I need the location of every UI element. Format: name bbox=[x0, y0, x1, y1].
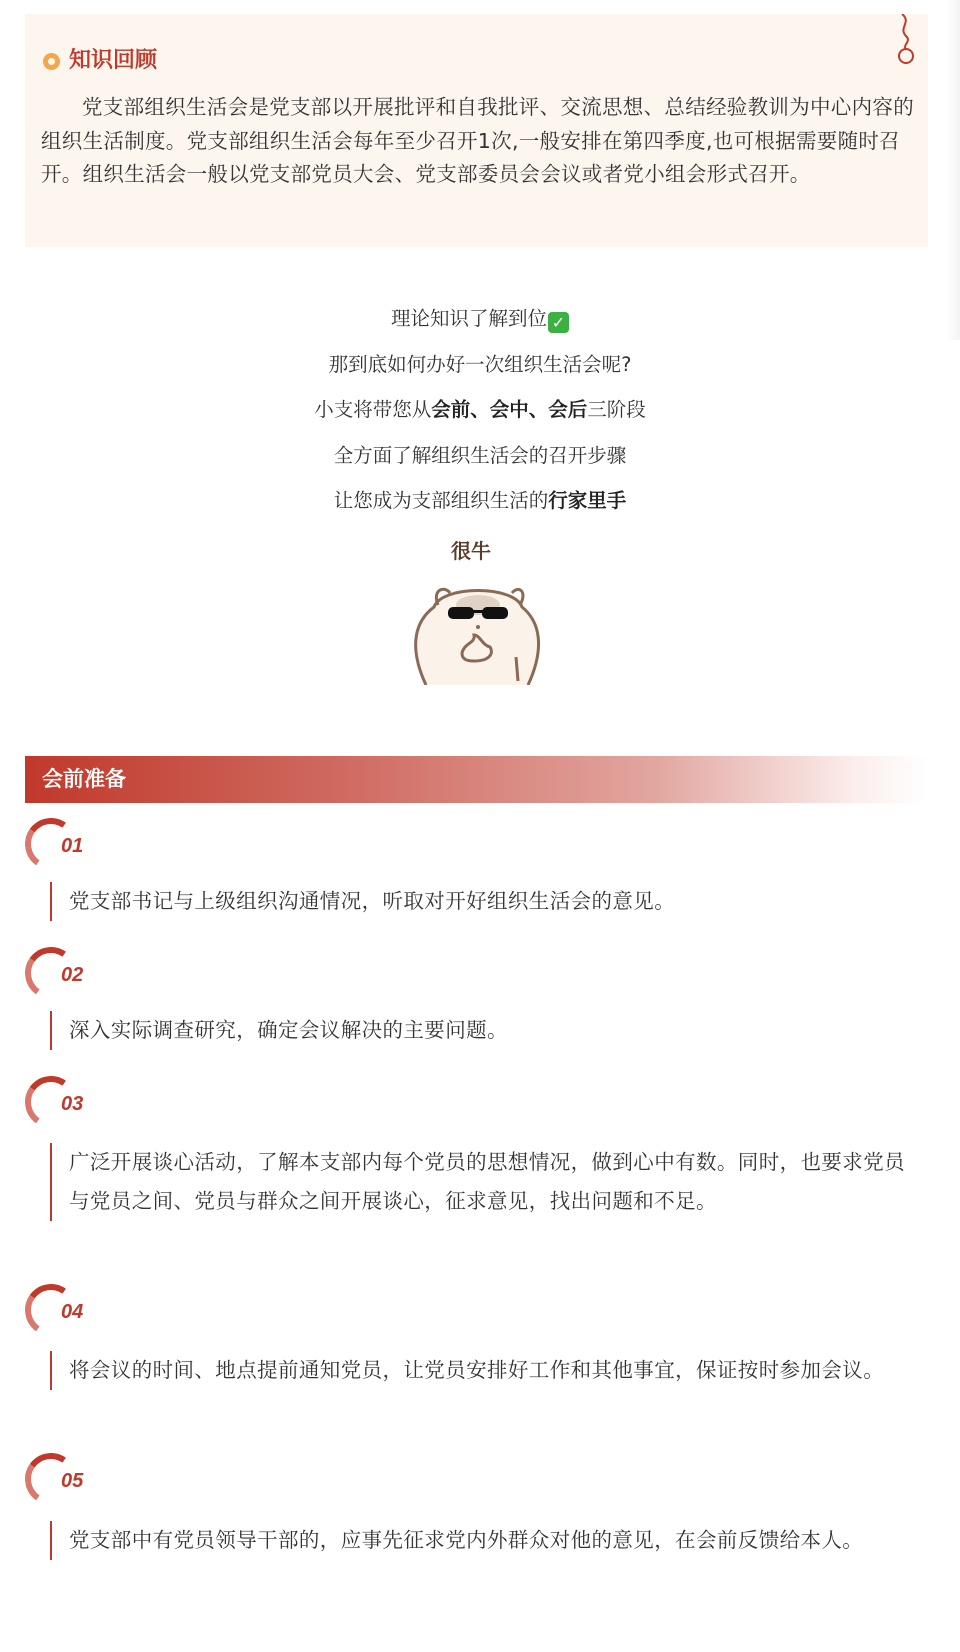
step-text: 党支部书记与上级组织沟通情况，听取对开好组织生活会的意见。 bbox=[69, 889, 676, 913]
intro-line-3-suffix: 三阶段 bbox=[587, 398, 646, 421]
intro-line-3-prefix: 小支将带您从 bbox=[314, 398, 432, 421]
step-number: 01 bbox=[61, 835, 84, 857]
step-item bbox=[50, 1143, 920, 1221]
intro-line bbox=[0, 395, 960, 441]
step-item bbox=[50, 1011, 920, 1050]
hamster-sunglasses-icon bbox=[404, 535, 554, 685]
step-item bbox=[50, 1521, 920, 1560]
intro-line-4: 全方面了解组织生活会的召开步骤 bbox=[333, 443, 627, 467]
step-number: 04 bbox=[61, 1301, 84, 1323]
section-header-bar bbox=[25, 756, 928, 803]
knowledge-review-text: 党支部组织生活会是党支部以开展批评和自我批评、交流思想、总结经验教训为中心内容的组织生活制度。党支部组织生活会每年至少召开1次,一般安排在第四季度,也可根据需要随时召开。组织生活会一般以党支部党员大会、党支部委员会会议或者党小组会形式召开。 bbox=[41, 95, 914, 186]
intro-text bbox=[0, 304, 960, 532]
knowledge-review-title: 知识回顾 bbox=[69, 48, 158, 73]
intro-line-2: 那到底如何办好一次组织生活会呢? bbox=[328, 352, 632, 376]
step-item bbox=[50, 1351, 920, 1390]
step-number: 05 bbox=[61, 1470, 84, 1492]
check-mark-icon: ✓ bbox=[548, 312, 569, 333]
knowledge-review-header bbox=[43, 47, 157, 75]
intro-line-5-emphasis: 行家里手 bbox=[548, 489, 627, 512]
side-shadow bbox=[946, 0, 960, 340]
step-text: 将会议的时间、地点提前通知党员，让党员安排好工作和其他事宜，保证按时参加会议。 bbox=[69, 1358, 885, 1382]
step-badge bbox=[25, 947, 84, 999]
step-badge bbox=[25, 1284, 84, 1336]
intro-line-1: 理论知识了解到位 bbox=[390, 307, 547, 330]
step-text: 深入实际调查研究，确定会议解决的主要问题。 bbox=[69, 1018, 508, 1042]
red-knot-ornament-icon bbox=[894, 14, 918, 66]
step-badge bbox=[25, 818, 84, 870]
hamster-sticker bbox=[404, 535, 554, 685]
step-item bbox=[50, 882, 920, 921]
circle-bullet-icon bbox=[43, 53, 60, 70]
intro-line bbox=[0, 486, 960, 532]
intro-line-3-emphasis: 会前、会中、会后 bbox=[431, 398, 588, 421]
intro-line-5-prefix: 让您成为支部组织生活的 bbox=[333, 489, 549, 512]
section-title: 会前准备 bbox=[42, 767, 126, 791]
intro-line bbox=[0, 350, 960, 396]
knowledge-review-card bbox=[25, 14, 928, 247]
step-number: 02 bbox=[61, 964, 84, 986]
step-badge bbox=[25, 1453, 84, 1505]
intro-line bbox=[0, 304, 960, 350]
step-badge bbox=[25, 1076, 84, 1128]
step-text: 党支部中有党员领导干部的，应事先征求党内外群众对他的意见，在会前反馈给本人。 bbox=[69, 1528, 864, 1552]
step-text: 广泛开展谈心活动，了解本支部内每个党员的思想情况，做到心中有数。同时，也要求党员与党员之间、党员与群众之间开展谈心，征求意见，找出问题和不足。 bbox=[69, 1150, 905, 1213]
sticker-caption: 很牛 bbox=[451, 539, 491, 563]
intro-line bbox=[0, 441, 960, 487]
step-number: 03 bbox=[61, 1093, 84, 1115]
